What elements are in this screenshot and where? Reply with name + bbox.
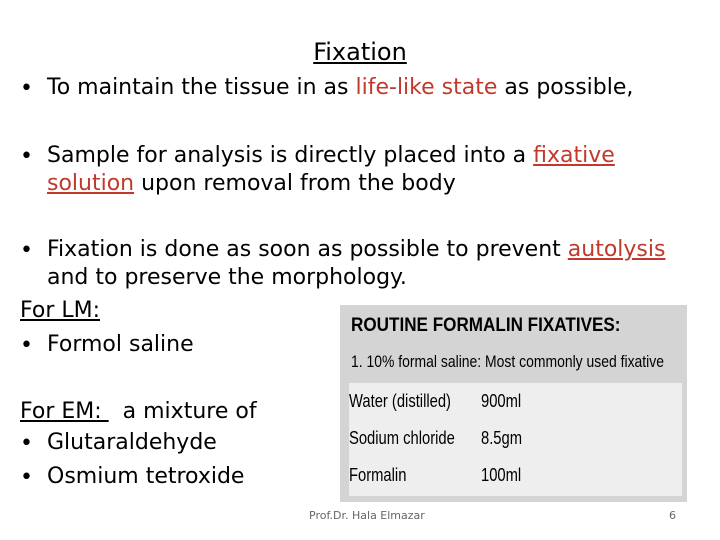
em-item-1: Glutaraldehyde [47,430,217,455]
fixatives-header: ROUTINE FORMALIN FIXATIVES: [351,315,621,336]
lm-item-1-marker: • [20,333,33,358]
footer-author: Prof.Dr. Hala Elmazar [309,509,425,522]
bullet-1-highlight: life-like state [355,75,498,100]
bullet-3-pre: Fixation is done as soon as possible to prevent [47,237,568,262]
bullet-2-marker: • [20,144,33,169]
fixatives-box [340,305,687,502]
fixatives-table [349,383,682,496]
lm-item-1: Formol saline [47,332,194,357]
bullet-1-post: as possible, [497,75,634,100]
row-2-name: Sodium chloride [349,428,455,448]
row-1-name: Water (distilled) [349,391,451,411]
bullet-3-autolysis: autolysis [567,237,666,262]
em-item-2-marker: • [20,465,33,490]
em-heading: For EM: [20,399,109,424]
fixatives-subheader: 1. 10% formal saline: Most commonly used fixative [351,352,665,371]
bullet-2-fixative: fixative [533,143,615,168]
lm-heading: For LM: [20,298,101,323]
bullet-3-line-2: and to preserve the morphology. [47,265,407,290]
em-text: a mixture of [122,399,257,424]
bullet-1-marker: • [20,76,33,101]
slide-title: Fixation [313,38,407,66]
row-2-value: 8.5gm [481,428,523,448]
em-item-1-marker: • [20,431,33,456]
bullet-1-pre: To maintain the tissue in as [47,75,356,100]
row-3-value: 100ml [481,465,522,485]
row-3-name: Formalin [349,465,407,485]
bullet-2-pre: Sample for analysis is directly placed into a [47,143,534,168]
row-1-value: 900ml [481,391,522,411]
em-item-2: Osmium tetroxide [47,464,245,489]
bullet-1-text [47,73,633,103]
em-heading-line [20,397,257,427]
bullet-3-marker: • [20,238,33,263]
bullet-3-line-1 [47,235,665,265]
bullet-2-post: upon removal from the body [134,171,456,196]
bullet-2-line-2 [47,169,456,199]
page-number: 6 [669,509,676,522]
bullet-2-line-1 [47,141,615,171]
bullet-2-solution: solution [47,171,135,196]
